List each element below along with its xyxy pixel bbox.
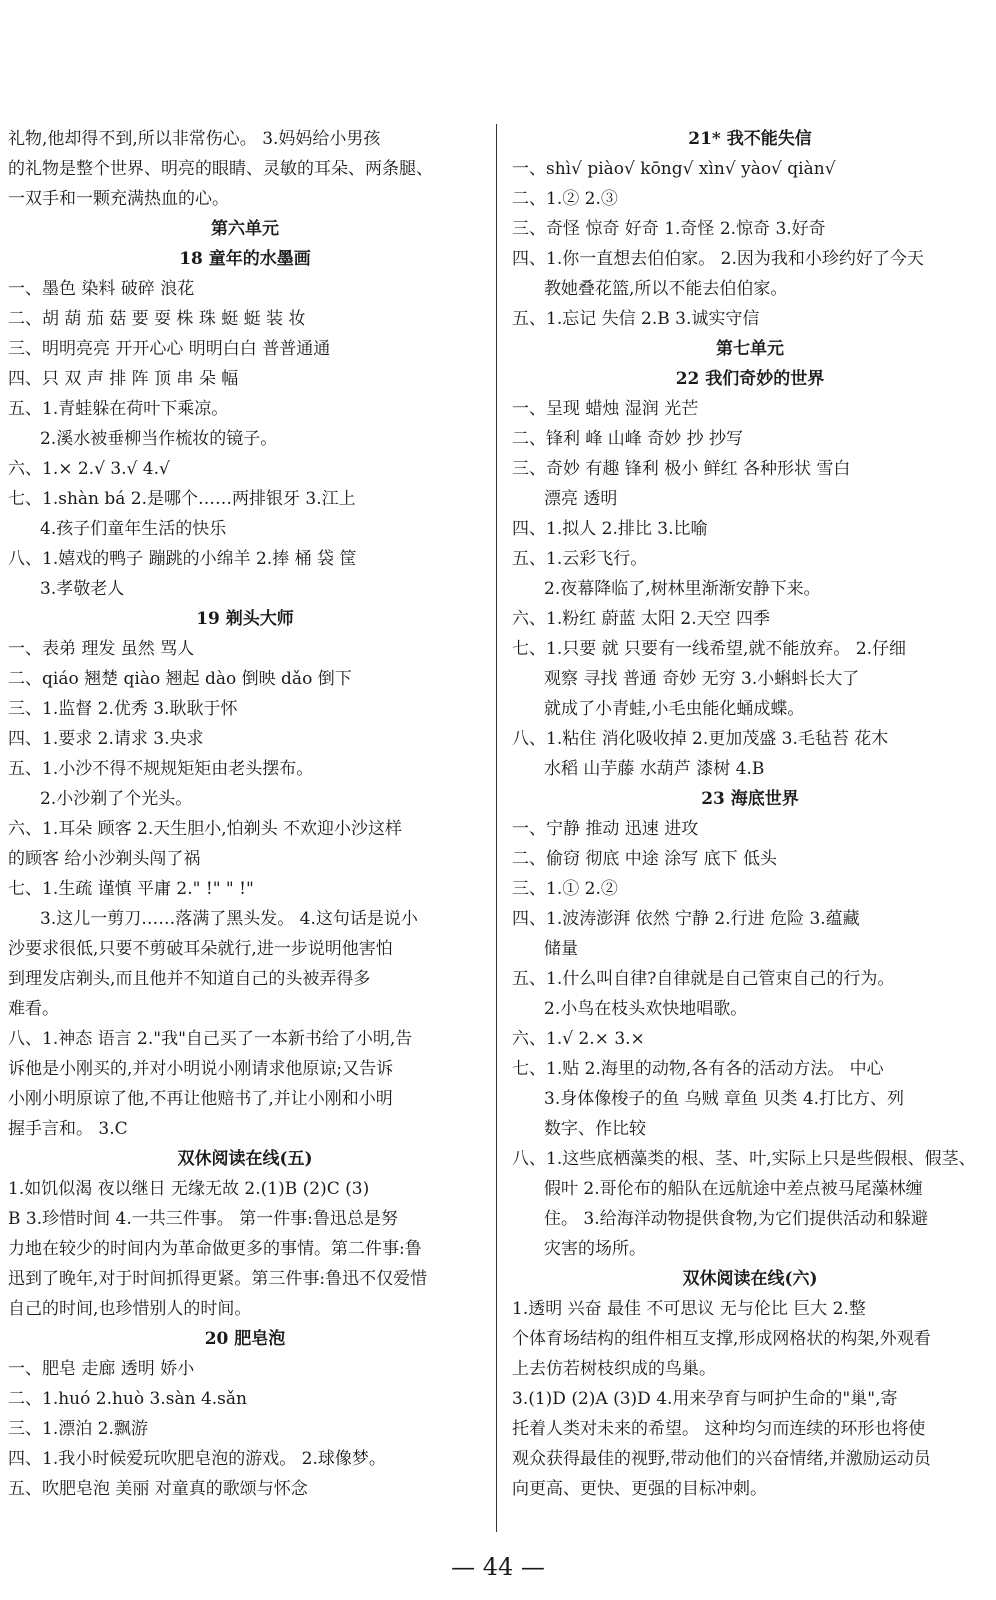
answer-line: 握手言和。 3.C (8, 1119, 128, 1139)
answer-line: 一、墨色 染料 破碎 浪花 (8, 279, 195, 299)
answer-line: 三、明明亮亮 开开心心 明明白白 普普通通 (8, 339, 331, 359)
answer-line: 3.身体像梭子的鱼 乌贼 章鱼 贝类 4.打比方、列 (544, 1089, 905, 1109)
answer-line: 小刚小明原谅了他,不再让他赔书了,并让小刚和小明 (8, 1089, 393, 1109)
answer-line: 观察 寻找 普通 奇妙 无穷 3.小蝌蚪长大了 (544, 669, 860, 689)
answer-line: 三、1.① 2.② (512, 879, 618, 899)
answer-line: 八、1.粘住 消化吸收掉 2.更加茂盛 3.毛毡苔 花木 (512, 729, 889, 749)
answer-line: 托着人类对未来的希望。 这种均匀而连续的环形也将使 (512, 1419, 926, 1439)
answer-line: 三、1.漂泊 2.飘游 (8, 1419, 148, 1439)
answer-line: 2.夜幕降临了,树林里渐渐安静下来。 (544, 579, 821, 599)
answer-line: 水稻 山芋藤 水葫芦 漆树 4.B (544, 759, 765, 779)
answer-line: 一、表弟 理发 虽然 骂人 (8, 639, 195, 659)
answer-line: 1.如饥似渴 夜以继日 无缘无故 2.(1)B (2)C (3) (8, 1179, 370, 1199)
answer-line: 二、偷窃 彻底 中途 涂写 底下 低头 (512, 849, 778, 869)
answer-line: 七、1.shàn bá 2.是哪个……两排银牙 3.江上 (8, 489, 356, 509)
answer-line: 六、1.粉红 蔚蓝 太阳 2.天空 四季 (512, 609, 771, 629)
left-column (8, 124, 482, 1504)
answer-line: 五、吹肥皂泡 美丽 对童真的歌颂与怀念 (8, 1479, 308, 1499)
answer-line: 七、1.贴 2.海里的动物,各有各的活动方法。 中心 (512, 1059, 884, 1079)
answer-line: 七、1.生疏 谨慎 平庸 2." !" " !" (8, 879, 254, 899)
answer-line: 六、1.× 2.√ 3.√ 4.√ (8, 459, 170, 479)
answer-line: 四、1.波涛澎湃 依然 宁静 2.行进 危险 3.蕴藏 (512, 909, 860, 929)
answer-line: 一双手和一颗充满热血的心。 (8, 189, 229, 209)
answer-line: 五、1.忘记 失信 2.B 3.诚实守信 (512, 309, 760, 329)
answer-line: 教她叠花篮,所以不能去伯伯家。 (544, 279, 788, 299)
answer-line: 二、1.② 2.③ (512, 189, 618, 209)
section-heading: 第六单元 (211, 219, 279, 239)
answer-line: 五、1.云彩飞行。 (512, 549, 648, 569)
answer-line: 三、1.监督 2.优秀 3.耿耿于怀 (8, 699, 238, 719)
answer-line: 储量 (544, 939, 578, 959)
answer-line: 六、1.√ 2.× 3.× (512, 1029, 645, 1049)
answer-line: 四、1.你一直想去伯伯家。 2.因为我和小珍约好了今天 (512, 249, 924, 269)
answer-line: 向更高、更快、更强的目标冲刺。 (512, 1479, 767, 1499)
answer-line: 五、1.什么叫自律?自律就是自己管束自己的行为。 (512, 969, 895, 989)
answer-line: 八、1.这些底栖藻类的根、茎、叶,实际上只是些假根、假茎、 (512, 1149, 976, 1169)
section-heading: 双休阅读在线(五) (177, 1149, 313, 1169)
answer-line: 假叶 2.哥伦布的船队在远航途中差点被马尾藻林缠 (544, 1179, 923, 1199)
answer-line: 个体育场结构的组件相互支撑,形成网格状的构架,外观看 (512, 1329, 931, 1349)
section-heading: 第七单元 (716, 339, 784, 359)
answer-line: 自己的时间,也珍惜别人的时间。 (8, 1299, 252, 1319)
answer-line: 礼物,他却得不到,所以非常伤心。 3.妈妈给小男孩 (8, 129, 381, 149)
column-divider (496, 124, 497, 1532)
answer-line: 2.小鸟在枝头欢快地唱歌。 (544, 999, 748, 1019)
answer-line: 3.这儿一剪刀……落满了黑头发。 4.这句话是说小 (40, 909, 418, 929)
section-heading: 23 海底世界 (701, 789, 799, 809)
section-heading: 21* 我不能失信 (688, 129, 812, 149)
answer-line: 四、1.我小时候爱玩吹肥皂泡的游戏。 2.球像梦。 (8, 1449, 386, 1469)
answer-line: 就成了小青蛙,小毛虫能化蛹成蝶。 (544, 699, 805, 719)
answer-line: 二、qiáo 翘楚 qiào 翘起 dào 倒映 dǎo 倒下 (8, 669, 352, 689)
answer-line: 2.小沙剃了个光头。 (40, 789, 193, 809)
answer-line: 力地在较少的时间内为革命做更多的事情。第二件事:鲁 (8, 1239, 422, 1259)
answer-line: 三、奇怪 惊奇 好奇 1.奇怪 2.惊奇 3.好奇 (512, 219, 826, 239)
answer-line: 数字、作比较 (544, 1119, 646, 1139)
answer-line: 一、宁静 推动 迅速 进攻 (512, 819, 699, 839)
answer-line: 一、肥皂 走廊 透明 娇小 (8, 1359, 195, 1379)
answer-line: 1.透明 兴奋 最佳 不可思议 无与伦比 巨大 2.整 (512, 1299, 866, 1319)
answer-line: 一、shì√ piào√ kōng√ xìn√ yào√ qiàn√ (512, 159, 836, 179)
answer-line: 迅到了晚年,对于时间抓得更紧。第三件事:鲁迅不仅爱惜 (8, 1269, 428, 1289)
answer-line: 一、呈现 蜡烛 湿润 光芒 (512, 399, 699, 419)
page-number: — 44 — (451, 1553, 545, 1581)
answer-line: 二、胡 葫 茄 菇 要 耍 株 珠 蜓 蜓 装 妆 (8, 309, 306, 329)
answer-line: 三、奇妙 有趣 锋利 极小 鲜红 各种形状 雪白 (512, 459, 851, 479)
right-column (512, 124, 988, 1504)
answer-line: 八、1.神态 语言 2."我"自己买了一本新书给了小明,告 (8, 1029, 413, 1049)
answer-line: 六、1.耳朵 顾客 2.天生胆小,怕剃头 不欢迎小沙这样 (8, 819, 403, 839)
answer-line: 八、1.嬉戏的鸭子 蹦跳的小绵羊 2.捧 桶 袋 筐 (8, 549, 357, 569)
section-heading: 19 剃头大师 (196, 609, 294, 629)
answer-line: 到理发店剃头,而且他并不知道自己的头被弄得多 (8, 969, 371, 989)
answer-line: 四、1.要求 2.请求 3.央求 (8, 729, 204, 749)
answer-line: B 3.珍惜时间 4.一共三件事。 第一件事:鲁迅总是努 (8, 1209, 398, 1229)
answer-line: 二、1.huó 2.huò 3.sàn 4.sǎn (8, 1389, 247, 1409)
answer-line: 3.孝敬老人 (40, 579, 125, 599)
answer-line: 七、1.只要 就 只要有一线希望,就不能放弃。 2.仔细 (512, 639, 907, 659)
answer-line: 2.溪水被垂柳当作梳妆的镜子。 (40, 429, 278, 449)
answer-line: 四、只 双 声 排 阵 顶 串 朵 幅 (8, 369, 239, 389)
answer-line: 二、锋利 峰 山峰 奇妙 抄 抄写 (512, 429, 744, 449)
answer-line: 的礼物是整个世界、明亮的眼睛、灵敏的耳朵、两条腿、 (8, 159, 433, 179)
answer-line: 诉他是小刚买的,并对小明说小刚请求他原谅;又告诉 (8, 1059, 394, 1079)
answer-line: 灾害的场所。 (544, 1239, 646, 1259)
section-heading: 22 我们奇妙的世界 (675, 369, 825, 389)
answer-line: 沙要求很低,只要不剪破耳朵就行,进一步说明他害怕 (8, 939, 393, 959)
section-heading: 20 肥皂泡 (204, 1329, 286, 1349)
answer-line: 观众获得最佳的视野,带动他们的兴奋情绪,并激励运动员 (512, 1449, 931, 1469)
answer-line: 五、1.青蛙躲在荷叶下乘凉。 (8, 399, 229, 419)
answer-line: 难看。 (8, 999, 59, 1019)
answer-line: 住。 3.给海洋动物提供食物,为它们提供活动和躲避 (544, 1209, 929, 1229)
answer-line: 上去仿若树枝织成的鸟巢。 (512, 1359, 716, 1379)
answer-line: 3.(1)D (2)A (3)D 4.用来孕育与呵护生命的"巢",寄 (512, 1389, 898, 1409)
section-heading: 双休阅读在线(六) (682, 1269, 818, 1289)
section-heading: 18 童年的水墨画 (179, 249, 311, 269)
answer-line: 四、1.拟人 2.排比 3.比喻 (512, 519, 708, 539)
answer-line: 4.孩子们童年生活的快乐 (40, 519, 227, 539)
answer-line: 的顾客 给小沙剃头闯了祸 (8, 849, 201, 869)
answer-line: 漂亮 透明 (544, 489, 618, 509)
answer-line: 五、1.小沙不得不规规矩矩由老头摆布。 (8, 759, 314, 779)
